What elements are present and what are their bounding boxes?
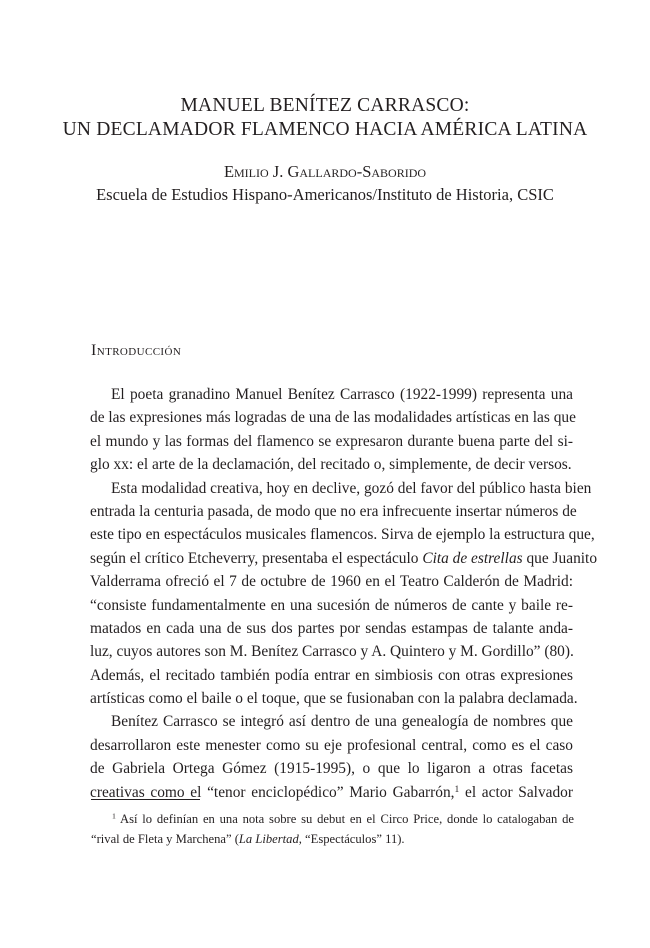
article-title-line-2: UN DECLAMADOR FLAMENCO HACIA AMÉRICA LATINA [62,119,588,140]
paragraph-3-text: el actor Salvador [459,783,573,801]
body-text [90,383,598,804]
paragraph-2-line: “consiste fundamentalmente en una sucesión de números de cante y baile re- [90,596,573,614]
author-name: Emilio J. Gallardo-Saborido [223,162,427,181]
footnote-text: “rival de Fleta y Marchena” ( [91,832,239,846]
paragraph-3-line [90,781,573,804]
paragraph-3-line: Benítez Carrasco se integró así dentro de una genealogía de nombres que [111,713,573,731]
paragraph-2-line: matados en cada una de sus dos partes por sendas estampas de talante anda- [90,619,573,637]
paragraph-2-line: luz, cuyos autores son M. Benítez Carrasco y A. Quintero y M. Gordillo” (80). [90,643,574,661]
footnote-number: 1 [112,811,116,821]
newspaper-title-italic: La Libertad [238,832,299,846]
paragraph-2-line: Además, el recitado también podía entrar en simbiosis con otras expresiones [90,666,573,684]
paragraph-1-line: de las expresiones más logradas de una de las modalidades artísticas en las que [90,409,576,427]
paragraph-2-line: Esta modalidad creativa, hoy en declive, gozó del favor del público hasta bien [111,479,592,497]
paragraph-2-line: entrada la centuria pasada, de modo que no era infrecuente insertar números de [90,502,577,520]
footnote-reference[interactable]: 1 [454,783,460,795]
footnote-line [91,809,574,829]
paragraph-1-line: El poeta granadino Manuel Benítez Carrasco (1922-1999) representa una [111,386,573,403]
footnote-separator [91,799,200,800]
section-heading: Introducción [91,342,182,359]
paragraph-2-line: este tipo en espectáculos musicales flamencos. Sirva de ejemplo la estructura que, [90,526,595,544]
article-title-line-1: MANUEL BENÍTEZ CARRASCO: [180,95,470,116]
footnote-text: Así lo definían en una nota sobre su debut en el Circo Price, donde lo catalogaban de [120,812,574,826]
paragraph-2-line [90,547,598,570]
paragraph-3-line: de Gabriela Ortega Gómez (1915-1995), o que lo ligaron a otras facetas [90,760,573,778]
footnote [91,809,574,849]
footnote-text: , “Espectáculos” 11). [298,832,405,846]
show-title-italic: Cita de estrellas [422,549,523,567]
author-affiliation: Escuela de Estudios Hispano-Americanos/Instituto de Historia, CSIC [96,185,554,204]
paragraph-2-line: artísticas como el baile o el toque, que se fusionaban con la palabra declamada. [90,690,578,708]
paragraph-2-text: que Juanito [522,549,598,567]
paragraph-3-line: desarrollaron este menester como su eje profesional central, como es el caso [90,736,573,754]
paragraph-2-text: según el crítico Etcheverry, presentaba el espectáculo [90,549,423,567]
paragraph-1-line: glo xx: el arte de la declamación, del recitado o, simplemente, de decir versos. [90,456,572,474]
footnote-line [91,829,574,849]
paragraph-2-line: Valderrama ofreció el 7 de octubre de 1960 en el Teatro Calderón de Madrid: [90,573,573,591]
paragraph-3-text: creativas como el “tenor enciclopédico” Mario Gabarrón, [90,783,455,801]
paragraph-1-line: el mundo y las formas del flamenco se expresaron durante buena parte del si- [90,432,573,450]
